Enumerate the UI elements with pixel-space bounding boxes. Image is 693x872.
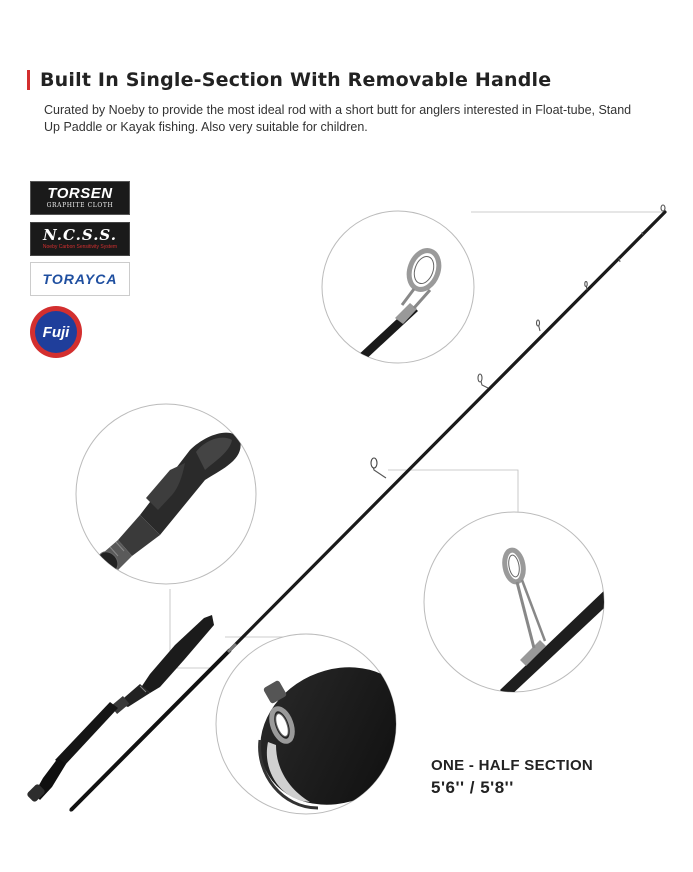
product-description: Curated by Noeby to provide the most ideal rod with a short butt for anglers interested in Float-tube, Stand Up Paddle or Kayak fishing. Also very suitable for children. [44,103,632,134]
ncss-logo-text: N.C.S.S. [43,226,117,244]
line-guide-closeup [424,512,618,698]
section-spec-label: ONE - HALF SECTION [431,757,594,774]
page-title: Built In Single-Section With Removable Handle [40,69,552,91]
fuji-logo-text: Fuji [42,323,70,341]
toray-logo-text: TORAYCA [42,271,118,287]
rod-length-spec: 5'6'' / 5'8'' [431,778,514,797]
torsen-logo-text: TORSEN [47,185,113,202]
ncss-sub-text: Noeby Carbon Sensitivity System [42,244,118,250]
torsen-sub-text: GRAPHITE CLOTH [46,202,114,209]
removable-handle [26,615,214,803]
handle-ferrule-closeup [76,404,256,584]
butt-cap-closeup [216,634,438,830]
rod-tip-guide-closeup [322,211,474,363]
